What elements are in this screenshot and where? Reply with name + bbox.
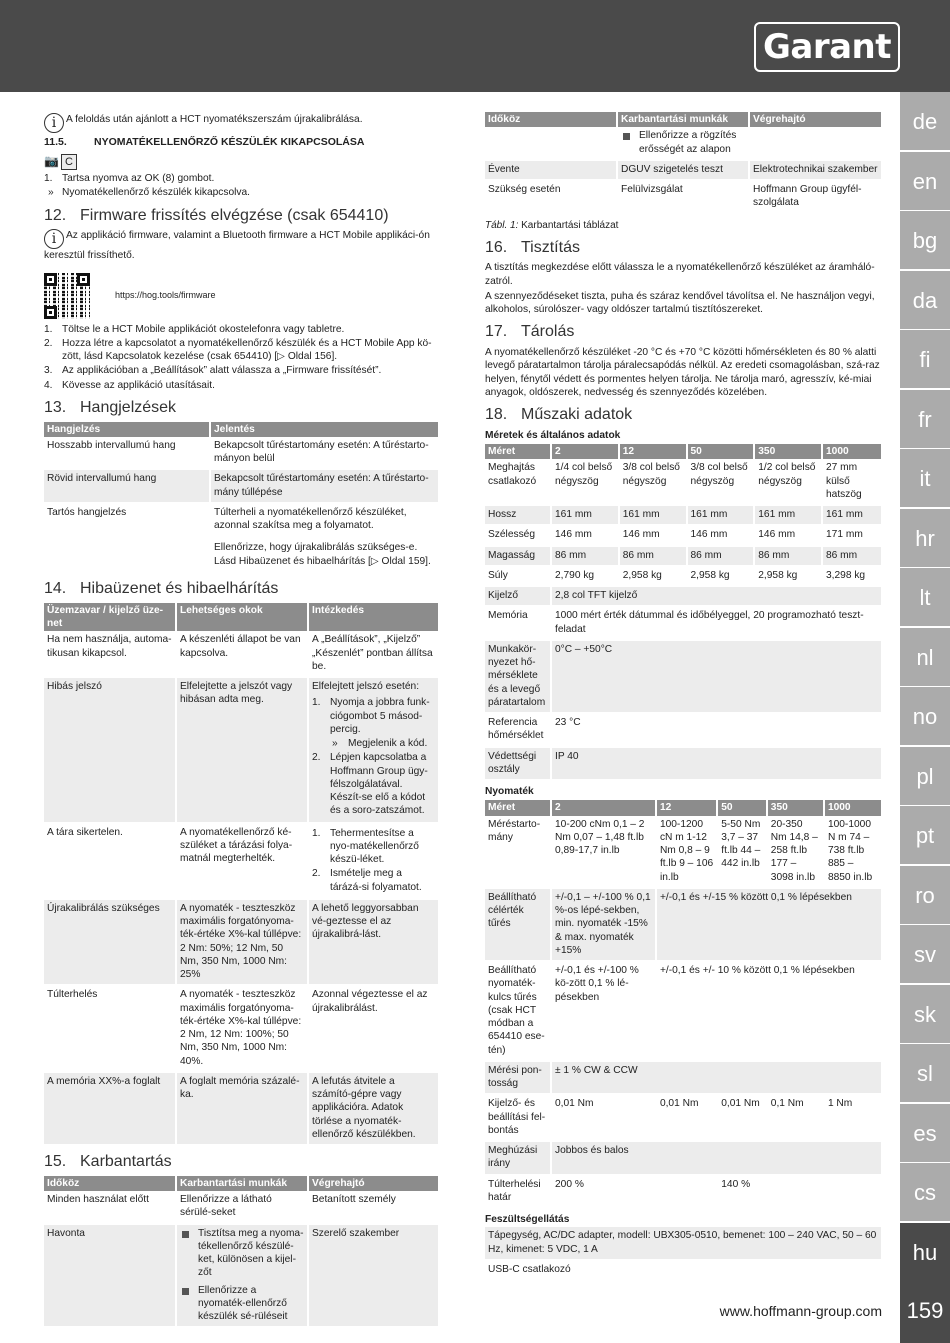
section-16-title: 16. Tisztítás: [485, 238, 580, 256]
mode-icons: [44, 154, 440, 170]
table-row: Túlterhelés A nyomaték - teszteszköz maximális forgatónyoma-ték-értéke X%-kal túllépve: 2 Nm, 12 Nm: 100%; 50 Nm, 350 Nm, 1000 Nm: 40%. Azonnal végeztesse el az újrakalibrálást.: [44, 985, 439, 1072]
table-row: Memória 1000 mért érték dátummal és időbélyeggel, 20 programozható teszt-feladat: [485, 606, 882, 640]
language-tab-es[interactable]: es: [900, 1104, 950, 1163]
qr-row: [44, 273, 440, 319]
torque-label: Nyomaték: [485, 786, 534, 798]
table-header: 1000: [822, 444, 882, 459]
section-17-title: 17. Tárolás: [485, 323, 575, 341]
table-row: Újrakalibrálás szükséges A nyomaték - teszteszköz maximális forgatónyoma-ték-értéke X%-kal túllépve: 2 Nm: 50%; 12 Nm, 50 Nm, 350 Nm, 1000 Nm: 25% A lehető leggyorsabban vé-geztesse el az újrakalibrá-lást.: [44, 899, 439, 986]
table-header: Végrehajtó: [749, 112, 882, 127]
table-row: Hossz 161 mm 161 mm 161 mm 161 mm 161 mm: [485, 505, 882, 525]
maintenance-table-cont: [485, 112, 883, 215]
table-row: Beállítható nyomaték-kulcs tűrés (csak HCT módban a 654410 ese-tén) +/-0,1 és +/-100 % kö-zött 0,1 % lé-pésekben +/-0,1 és +/- 10 % között 0,1 % lépésekben: [485, 961, 882, 1061]
language-tab-lt[interactable]: lt: [900, 568, 950, 627]
table-header: Lehetséges okok: [176, 603, 308, 632]
language-tab-sl[interactable]: sl: [900, 1044, 950, 1103]
language-tab-hr[interactable]: hr: [900, 509, 950, 568]
language-tab-hu[interactable]: hu: [900, 1223, 950, 1282]
language-tab-sv[interactable]: sv: [900, 925, 950, 984]
table-header: 2: [551, 800, 656, 815]
table-header: Hangjelzés: [44, 422, 210, 437]
table-row: Havonta Tisztítsa meg a nyoma-tékellenőrző készülé-ket, különösen a kijel-zőt Ellenőrizze a nyomaték-ellenőrző készülék sé-rüléseit Szerelő szakember: [44, 1224, 439, 1328]
dims-label: Méretek és általános adatok: [485, 429, 621, 441]
bullet-square-icon: [182, 1231, 189, 1238]
table-row: Súly 2,790 kg 2,958 kg 2,958 kg 2,958 kg 3,298 kg: [485, 566, 882, 586]
steps-12: [44, 323, 440, 392]
cleaning-text: A tisztítás megkezdése előtt válassza le a nyomatékellenőrző készüléket az áramháló-zatról.: [485, 262, 875, 287]
language-tab-it[interactable]: it: [900, 449, 950, 508]
language-tab-fi[interactable]: fi: [900, 330, 950, 389]
table-header: 350: [754, 444, 822, 459]
table-row: Túlterhelési határ 200 % 140 %: [485, 1175, 882, 1209]
note-firmware: i Az applikáció firmware, valamint a Bluetooth firmware a HCT Mobile applikáci-ón keresztül frissíthető.: [44, 230, 430, 262]
garant-logo: Garant: [754, 22, 900, 72]
table-header: 350: [767, 800, 824, 815]
camera-icon: 📷: [44, 153, 59, 168]
table-header: Méret: [485, 800, 551, 815]
table-row: Meghúzási irány Jobbos és balos: [485, 1141, 882, 1175]
table-header: Üzemzavar / kijelző üze-net: [44, 603, 176, 632]
section-14-title: 14. Hibaüzenet és hibaelhárítás: [44, 579, 279, 597]
table-row: Mérési pon-tosság ± 1 % CW & CCW: [485, 1061, 882, 1095]
table-header: 2: [551, 444, 619, 459]
language-tab-ro[interactable]: ro: [900, 866, 950, 925]
list-item: 1. Nyomja a jobbra funk-ciógombot 5 másod-percig.: [312, 697, 430, 735]
table-row: Kijelző 2,8 col TFT kijelző: [485, 586, 882, 606]
steps-11-5: [44, 172, 440, 185]
page-number: 159: [900, 1281, 950, 1343]
language-tab-cs[interactable]: cs: [900, 1163, 950, 1222]
table-header: Intézkedés: [308, 603, 439, 632]
table-row: Szükség esetén Felülvizsgálat Hoffmann Group ügyfél-szolgálata: [485, 180, 882, 214]
torque-table: [485, 800, 883, 1209]
table-header: Karbantartási munkák: [617, 112, 749, 127]
beep-table: [44, 422, 440, 573]
result-item: » Nyomatékellenőrző készülék kikapcsolva.: [48, 187, 250, 199]
table-row: Tartós hangjelzés Túlterheli a nyomatékellenőrző készüléket, azonnal szakítsa meg a folyamatot. Ellenőrizze, hogy újrakalibrálás szükséges-e. Lásd Hibaüzenet és hibaelhárítás [▷ Oldal 159].: [44, 503, 439, 572]
result-item: » Megjelenik a kód.: [332, 738, 428, 750]
table-header: 50: [717, 800, 767, 815]
table-header: Méret: [485, 444, 551, 459]
recalibration-ref-link[interactable]: Ellenőrizze, hogy újrakalibrálás szükséges-e. Lásd Hibaüzenet és hibaelhárítás [▷ Oldal 159].: [214, 542, 431, 567]
table-header: Végrehajtó: [308, 1176, 439, 1191]
table-header: 12: [656, 800, 717, 815]
language-tab-pl[interactable]: pl: [900, 747, 950, 806]
power-table: [485, 1227, 883, 1281]
list-item: Ellenőrizze a nyomaték-ellenőrző készülék sé-rüléseit: [180, 1284, 304, 1324]
table-header: Időköz: [44, 1176, 176, 1191]
table-header: Karbantartási munkák: [176, 1176, 308, 1191]
info-icon: i: [44, 229, 64, 249]
section-11-5-title: 11.5. NYOMATÉKELLENŐRZŐ KÉSZÜLÉK KIKAPCSOLÁSA: [44, 136, 365, 149]
language-tab-da[interactable]: da: [900, 271, 950, 330]
language-tab-nl[interactable]: nl: [900, 628, 950, 687]
table-row: Szélesség 146 mm 146 mm 146 mm 146 mm 171 mm: [485, 525, 882, 545]
table-caption: Tábl. 1: Karbantartási táblázat: [485, 219, 619, 231]
info-icon: i: [44, 113, 64, 133]
qr-code-icon[interactable]: [44, 273, 90, 319]
language-tab-no[interactable]: no: [900, 687, 950, 746]
section-12-title: 12. Firmware frissítés elvégzése (csak 654410): [44, 206, 389, 224]
table-row: Kijelző- és beállítási fel-bontás 0,01 Nm 0,01 Nm 0,01 Nm 0,1 Nm 1 Nm: [485, 1094, 882, 1141]
table-row: A memória XX%-a foglalt A foglalt memória százalé-ka. A lefutás átvitele a számító-gépre vagy applikációra. Adatok törlése a nyomaték-ellenőrző készülékben.: [44, 1072, 439, 1145]
language-tab-bg[interactable]: bg: [900, 211, 950, 270]
table-row: Ha nem használja, automa-tikusan kikapcsol. A készenléti állapot be van kapcsolva. A „Beállítások”, „Kijelző” „Készenlét” pontban állítsa be.: [44, 631, 439, 677]
list-item: 1. Töltse le a HCT Mobile applikációt okostelefonra vagy tabletre.: [44, 323, 345, 335]
storage-text: A nyomatékellenőrző készüléket -20 °C és +70 °C közötti hőmérsékleten és 80 % alatti levegő páratartalmon tárolja páralecsapódás nélkül. Az eredeti csomagolásban, szá-raz helyen, fénytől védett és pormentes helyen tárolja. Ne tárolja maró, agresszív, ké-miai anyagok, oldószerek, nedvesség és szennyeződés közelében.: [485, 347, 880, 398]
table-row: Magasság 86 mm 86 mm 86 mm 86 mm 86 mm: [485, 546, 882, 566]
table-header: Jelentés: [210, 422, 439, 437]
language-sidebar: [900, 92, 950, 1343]
table-row: Munkakör-nyezet hő-mérséklete és a levegő páratartalom 0°C – +50°C: [485, 640, 882, 713]
table-header: 50: [687, 444, 755, 459]
dims-table: [485, 444, 883, 781]
list-item: 2. Hozza létre a kapcsolatot a nyomatékellenőrző készülék és a HCT Mobile App kö-zött, lásd Kapcsolatok kezelése (csak 654410) [▷ Oldal 156].: [44, 337, 432, 363]
table-row: Minden használat előtt Ellenőrizze a látható sérülé-seket Betanított személy: [44, 1191, 439, 1224]
section-18-title: 18. Műszaki adatok: [485, 406, 633, 424]
left-column: [44, 112, 440, 1332]
section-15-title: 15. Karbantartás: [44, 1153, 172, 1171]
table-row: Rövid intervallumú hang Bekapcsolt tűréstartomány esetén: A tűréstarto-mány túllépése: [44, 469, 439, 503]
firmware-link[interactable]: https://hog.tools/firmware: [115, 289, 216, 300]
header-bar: [0, 0, 950, 92]
language-tab-fr[interactable]: fr: [900, 390, 950, 449]
table-row: [485, 127, 882, 160]
error-table: [44, 603, 440, 1146]
list-item: 4. Kövesse az applikáció utasításait.: [44, 379, 215, 391]
list-item: 2. Ismételje meg a tárázá-si folyamatot.: [312, 868, 422, 893]
table-row: Évente DGUV szigetelés teszt Elektrotechnikai szakember: [485, 160, 882, 180]
bullet-square-icon: [182, 1288, 189, 1295]
bullet-square-icon: [623, 133, 630, 140]
language-tab-sk[interactable]: sk: [900, 985, 950, 1044]
table-header: 1000: [824, 800, 882, 815]
list-item: 1. Tehermentesítse a nyo-matékellenőrző készü-léket.: [312, 827, 419, 866]
table-row: Referencia hőmérséklet 23 °C: [485, 713, 882, 747]
c-key-icon: C: [61, 154, 77, 170]
cleaning-text: A szennyeződéseket tiszta, puha és száraz kendővel távolítsa el. Ne használjon vegyi, alkoholos, súrolószer- vagy oldószer tartalmú tisztítószereket.: [485, 290, 875, 316]
table-header: 12: [619, 444, 687, 459]
table-row: Tápegység, AC/DC adapter, modell: UBX305-0510, bemenet: 100 – 240 VAC, 50 – 60 Hz, kimenet: 5 VDC, 1 A: [485, 1227, 882, 1260]
language-tab-pt[interactable]: pt: [900, 806, 950, 865]
list-item: 2. Lépjen kapcsolatba a Hoffmann Group ügy-félszolgálatával. Készít-se elő a kódot és a soro-zatszámot.: [312, 752, 428, 817]
list-item: Ellenőrizze a rögzítés erősségét az alapon: [621, 129, 745, 156]
table-row: Védettségi osztály IP 40: [485, 747, 882, 781]
right-column: [485, 112, 883, 1285]
table-row: USB-C csatlakozó: [485, 1260, 882, 1280]
power-label: Feszültségellátás: [485, 1214, 570, 1226]
maintenance-table: [44, 1176, 440, 1329]
table-row: Beállítható célérték tűrés +/-0,1 – +/-100 % 0,1 %-os lépé-sekben, min. nyomaték -15% & max. nyomaték +15% +/-0,1 és +/-15 % között 0,1 % lépésekben: [485, 888, 882, 961]
list-item: 1. Tartsa nyomva az OK (8) gombot.: [44, 173, 215, 185]
table-row: Méréstarto-mány 10-200 cNm 0,1 – 2 Nm 0,07 – 1,48 ft.lb 0,89-17,7 in.lb 100-1200 cN m 1-12 Nm 0,8 – 9 ft.lb 9 – 106 in.lb 5-50 Nm 3,7 – 37 ft.lb 44 – 442 in.lb 20-350 Nm 14,8 – 258 ft.lb 177 – 3098 in.lb 100-1000 N m 74 – 738 ft.lb 885 – 8850 in.lb: [485, 816, 882, 888]
table-row: A tára sikertelen. A nyomatékellenőrző ké-szüléket a tárázási folya-matnál megterhelték. 1. Tehermentesítse a nyo-matékellenőrző készü-léket. 2. Ismételje meg a tárázá-si folyamatot.: [44, 823, 439, 899]
note-recalibration: i A feloldás után ajánlott a HCT nyomatékszerszám újrakalibrálása.: [44, 113, 440, 133]
table-row: Hosszabb intervallumú hang Bekapcsolt tűréstartomány esetén: A tűréstarto-mányon belül: [44, 437, 439, 470]
list-item: Tisztítsa meg a nyoma-tékellenőrző készülé-ket, különösen a kijel-zőt: [180, 1227, 304, 1280]
language-tab-en[interactable]: en: [900, 152, 950, 211]
table-header: Időköz: [485, 112, 617, 127]
language-tab-de[interactable]: de: [900, 92, 950, 151]
list-item: 3. Az applikációban a „Beállítások” alatt válassza a „Firmware frissítését”.: [44, 365, 382, 377]
table-row: Hibás jelszó Elfelejtette a jelszót vagy hibásan adta meg. Elfelejtett jelszó esetén: 1. Nyomja a jobbra funk-ciógombot 5 másod-percig. » Megjelenik a kód. 2. Lépjen kapcsolatba a Hoffmann Group ügy-félszolgálatával. Készít-se elő a kódot és a soro-zatszámot.: [44, 677, 439, 823]
table-row: Meghajtás csatlakozó 1/4 col belső négyszög 3/8 col belső négyszög 3/8 col belső négyszög 1/2 col belső négyszög 27 mm külső hatszög: [485, 459, 882, 505]
footer-url[interactable]: www.hoffmann-group.com: [719, 1303, 882, 1319]
section-13-title: 13. Hangjelzések: [44, 398, 177, 416]
